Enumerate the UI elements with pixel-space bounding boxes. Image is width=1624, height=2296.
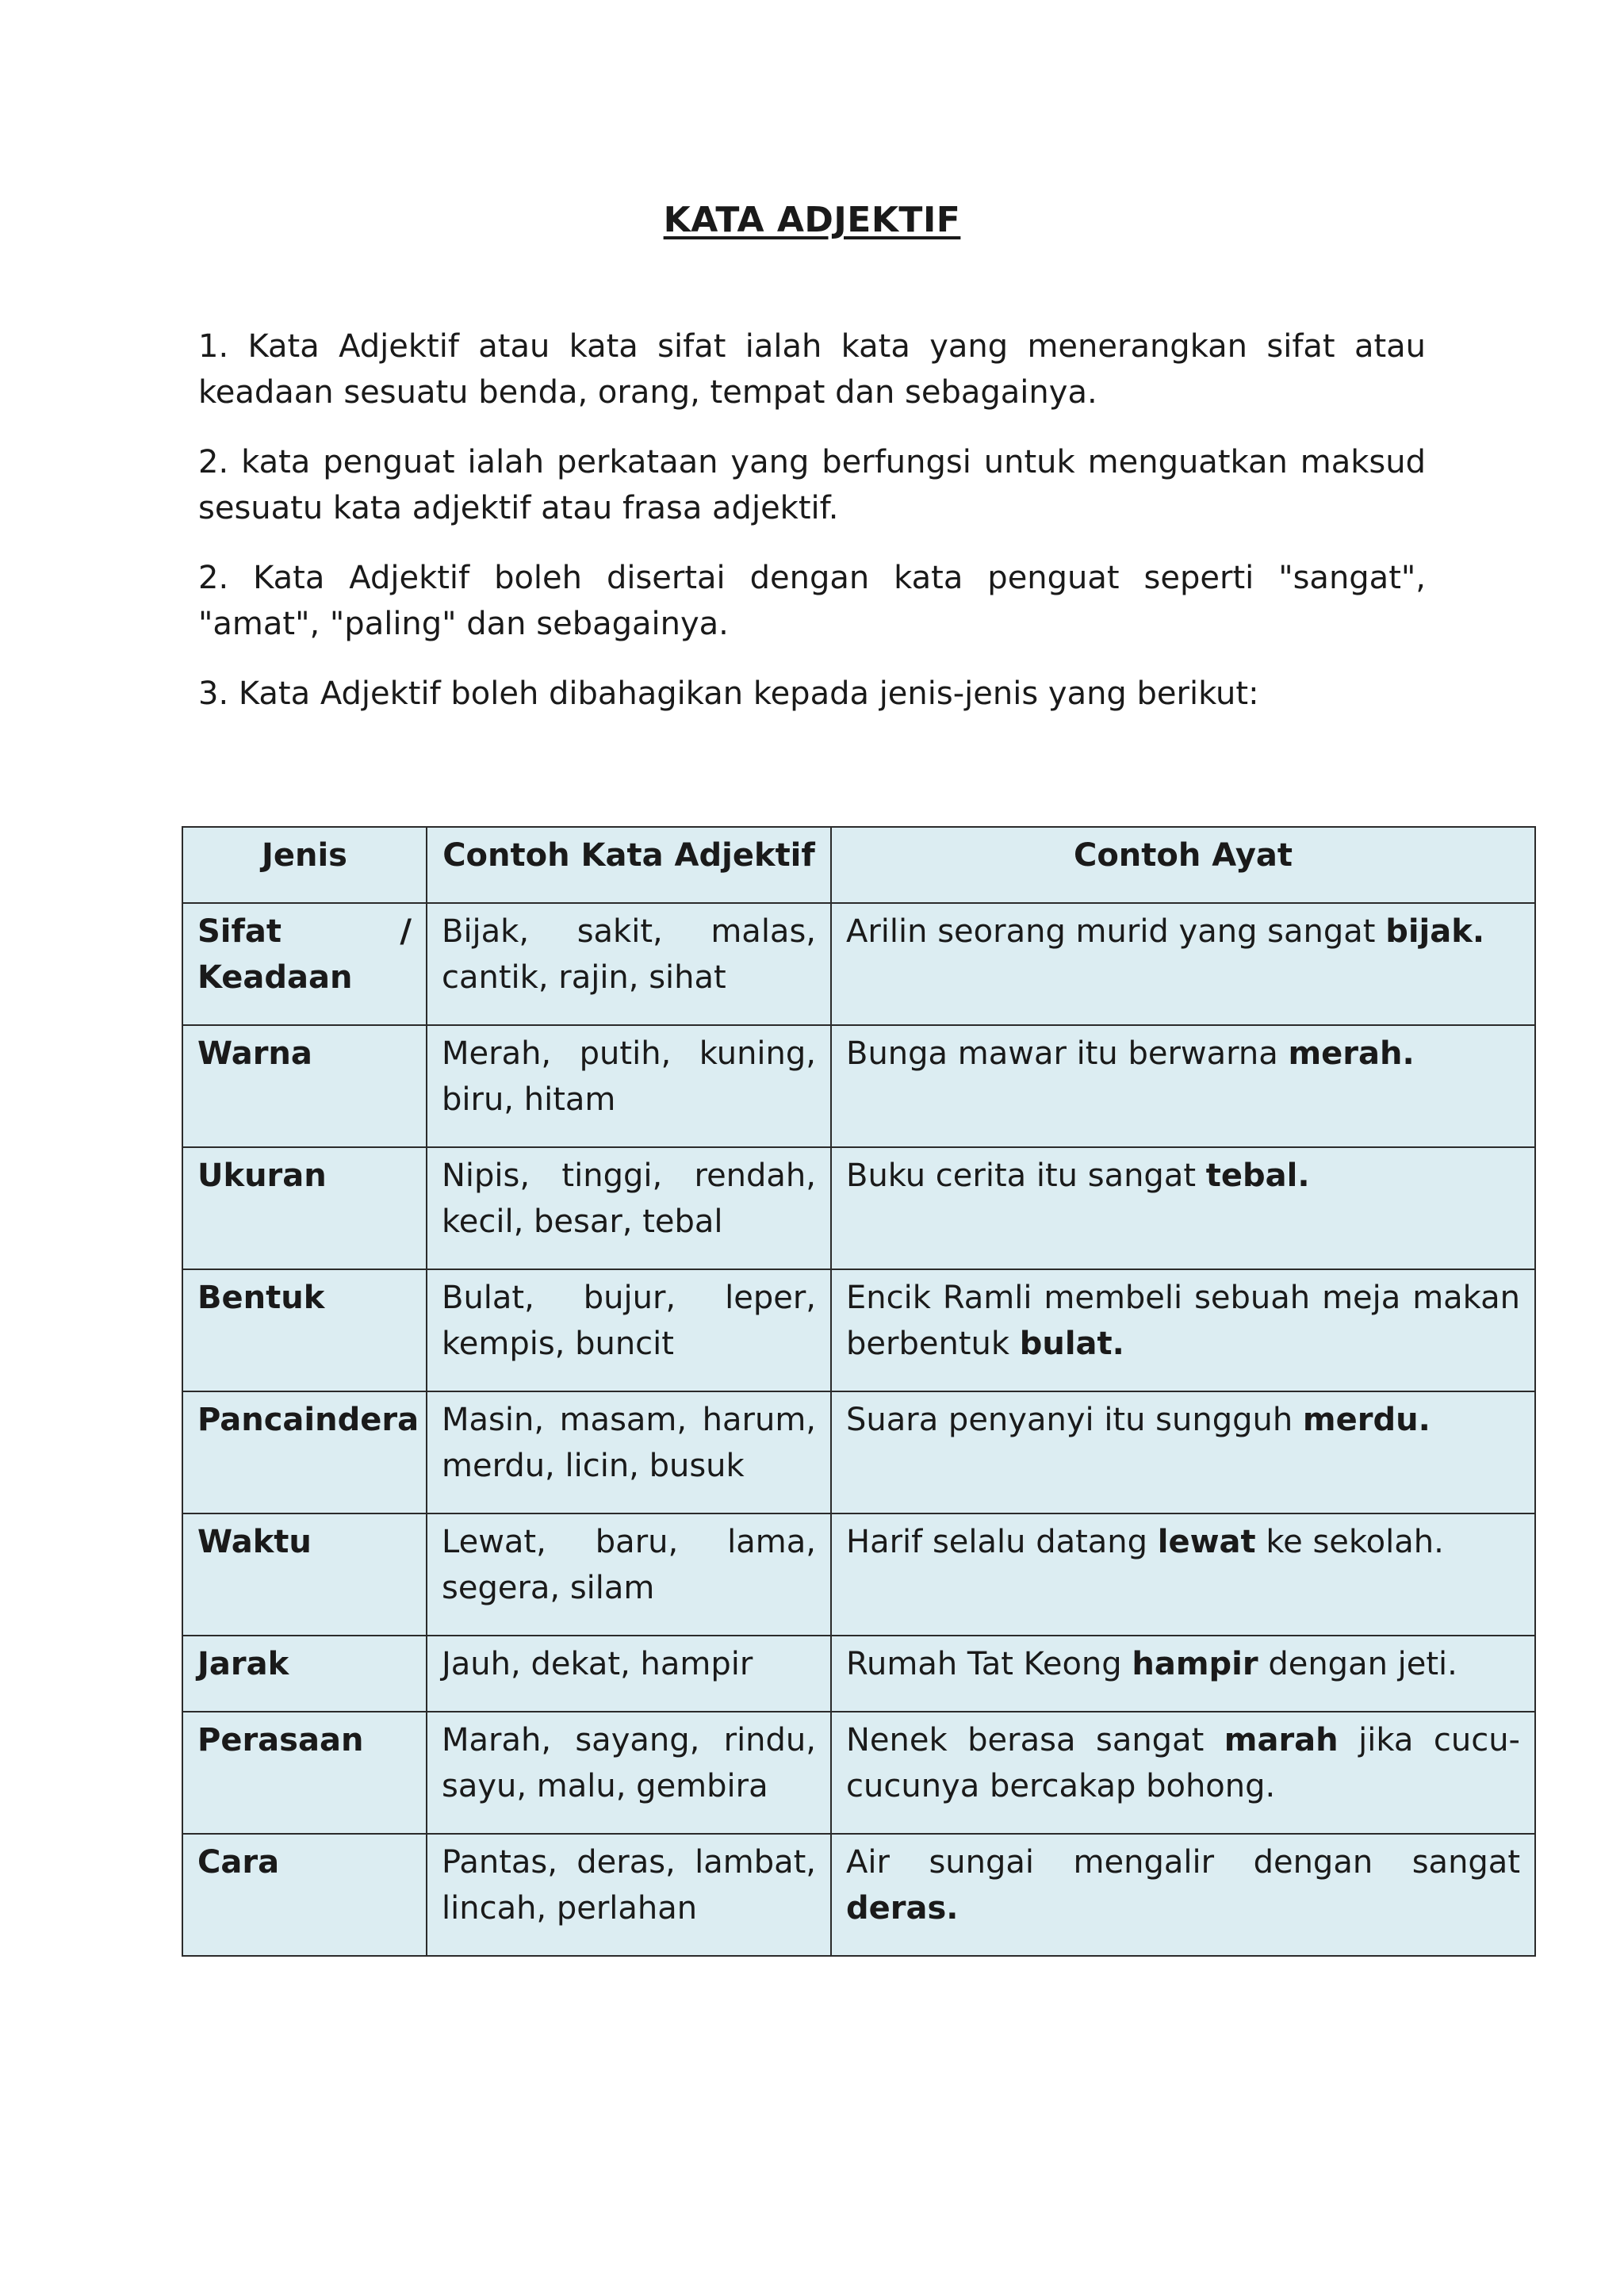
ayat-keyword: bulat. bbox=[1019, 1326, 1124, 1362]
cell-jenis: Bentuk bbox=[182, 1269, 427, 1391]
table-row bbox=[182, 1025, 1535, 1147]
ayat-text-end: ke sekolah. bbox=[1255, 1524, 1444, 1560]
jenis-sifat: Sifat bbox=[197, 913, 282, 950]
ayat-text: Encik Ramli membeli sebuah meja makan berbentuk bbox=[846, 1280, 1520, 1362]
table-row bbox=[182, 1636, 1535, 1712]
cell-ayat bbox=[831, 1636, 1535, 1712]
ayat-keyword: marah bbox=[1224, 1722, 1339, 1758]
ayat-text-end: dengan jeti. bbox=[1258, 1646, 1457, 1682]
ayat-keyword: tebal. bbox=[1205, 1158, 1310, 1194]
ayat-text: Harif selalu datang bbox=[846, 1524, 1158, 1560]
table-row bbox=[182, 1147, 1535, 1269]
ayat-text: Buku cerita itu sangat bbox=[846, 1158, 1206, 1194]
cell-ayat bbox=[831, 903, 1535, 1025]
cell-jenis: Pancaindera bbox=[182, 1391, 427, 1513]
paragraph-2: 2. kata penguat ialah perkataan yang berfungsi untuk menguatkan maksud sesuatu kata adjektif atau frasa adjektif. bbox=[198, 444, 1426, 526]
paragraph-3: 2. Kata Adjektif boleh disertai dengan kata penguat seperti "sangat", "amat", "paling" dan sebagainya. bbox=[198, 560, 1426, 642]
cell-contoh: Merah, putih, kuning, biru, hitam bbox=[427, 1025, 831, 1147]
cell-contoh: Pantas, deras, lambat, lincah, perlahan bbox=[427, 1834, 831, 1956]
ayat-keyword: merah. bbox=[1288, 1035, 1415, 1072]
ayat-keyword: deras. bbox=[846, 1890, 959, 1927]
ayat-keyword: lewat bbox=[1157, 1524, 1256, 1560]
cell-jenis: Warna bbox=[182, 1025, 427, 1147]
cell-ayat bbox=[831, 1834, 1535, 1956]
ayat-text: Bunga mawar itu berwarna bbox=[846, 1035, 1289, 1072]
ayat-text-end: jika cucu-cucunya bercakap bohong. bbox=[846, 1722, 1520, 1804]
jenis-slash: / bbox=[400, 913, 412, 950]
cell-contoh: Marah, sayang, rindu, sayu, malu, gembira bbox=[427, 1712, 831, 1834]
paragraph-4: 3. Kata Adjektif boleh dibahagikan kepada jenis-jenis yang berikut: bbox=[198, 675, 1259, 712]
cell-jenis: Ukuran bbox=[182, 1147, 427, 1269]
cell-jenis bbox=[182, 903, 427, 1025]
ayat-keyword: merdu. bbox=[1302, 1402, 1431, 1438]
cell-ayat bbox=[831, 1513, 1535, 1636]
table-row bbox=[182, 1513, 1535, 1636]
cell-ayat bbox=[831, 1712, 1535, 1834]
table-header-row bbox=[182, 827, 1535, 903]
cell-contoh: Masin, masam, harum, merdu, licin, busuk bbox=[427, 1391, 831, 1513]
page-title: KATA ADJEKTIF bbox=[663, 200, 961, 240]
header-contoh-ayat: Contoh Ayat bbox=[831, 827, 1535, 903]
cell-ayat bbox=[831, 1147, 1535, 1269]
adjective-table-wrapper bbox=[182, 826, 1534, 1957]
table-row bbox=[182, 903, 1535, 1025]
ayat-text: Arilin seorang murid yang sangat bbox=[846, 913, 1386, 950]
ayat-text: Air sungai mengalir dengan sangat bbox=[846, 1844, 1520, 1881]
cell-ayat bbox=[831, 1025, 1535, 1147]
paragraph-1: 1. Kata Adjektif atau kata sifat ialah kata yang menerangkan sifat atau keadaan sesuatu benda, orang, tempat dan sebagainya. bbox=[198, 328, 1426, 411]
table-row bbox=[182, 1834, 1535, 1956]
ayat-keyword: bijak. bbox=[1385, 913, 1485, 950]
jenis-keadaan: Keadaan bbox=[197, 959, 353, 996]
intro-section bbox=[198, 323, 1426, 717]
cell-ayat bbox=[831, 1269, 1535, 1391]
cell-contoh: Bijak, sakit, malas, cantik, rajin, sihat bbox=[427, 903, 831, 1025]
cell-jenis: Jarak bbox=[182, 1636, 427, 1712]
ayat-text: Suara penyanyi itu sungguh bbox=[846, 1402, 1303, 1438]
jenis-line-1 bbox=[197, 909, 412, 955]
cell-contoh: Nipis, tinggi, rendah, kecil, besar, tebal bbox=[427, 1147, 831, 1269]
header-jenis: Jenis bbox=[182, 827, 427, 903]
cell-jenis: Perasaan bbox=[182, 1712, 427, 1834]
ayat-text: Nenek berasa sangat bbox=[846, 1722, 1224, 1758]
cell-ayat bbox=[831, 1391, 1535, 1513]
cell-jenis: Cara bbox=[182, 1834, 427, 1956]
cell-contoh: Jauh, dekat, hampir bbox=[427, 1636, 831, 1712]
cell-jenis: Waktu bbox=[182, 1513, 427, 1636]
cell-contoh: Lewat, baru, lama, segera, silam bbox=[427, 1513, 831, 1636]
table-row bbox=[182, 1712, 1535, 1834]
ayat-keyword: hampir bbox=[1132, 1646, 1258, 1682]
cell-contoh: Bulat, bujur, leper, kempis, buncit bbox=[427, 1269, 831, 1391]
table-row bbox=[182, 1269, 1535, 1391]
header-contoh-kata-adjektif: Contoh Kata Adjektif bbox=[427, 827, 831, 903]
ayat-text: Rumah Tat Keong bbox=[846, 1646, 1132, 1682]
table-row bbox=[182, 1391, 1535, 1513]
adjective-table bbox=[182, 826, 1536, 1957]
